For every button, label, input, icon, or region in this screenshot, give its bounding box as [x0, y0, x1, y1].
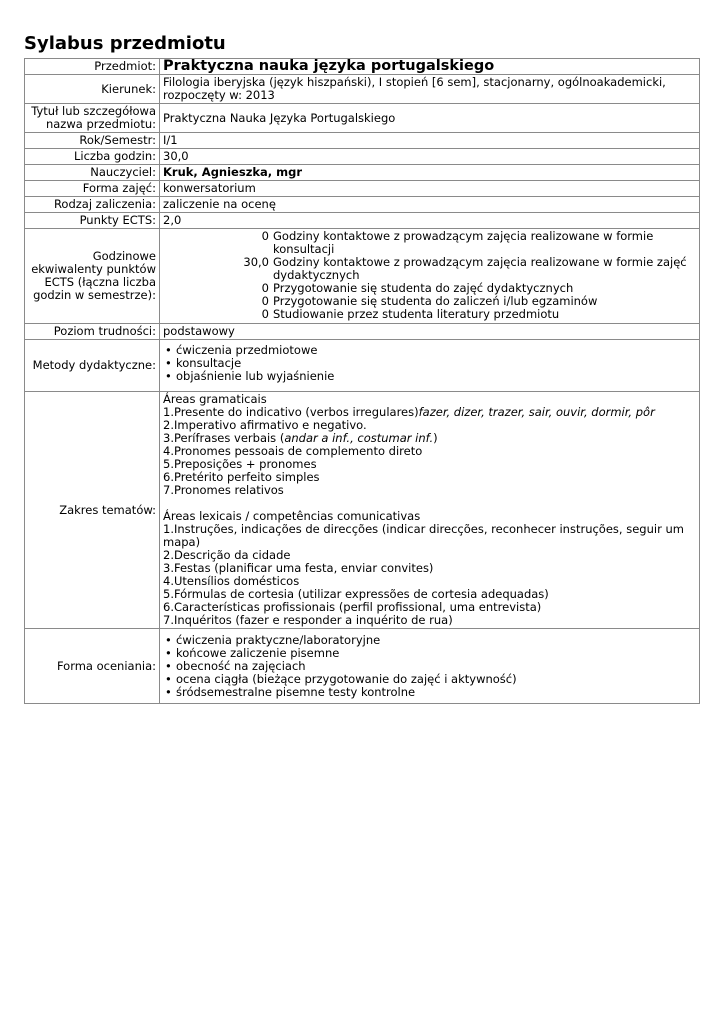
label-metody: Metody dydaktyczne: — [25, 340, 160, 392]
list-item: • ćwiczenia praktyczne/laboratoryjne — [163, 634, 696, 647]
ects-hours-row: 0 Przygotowanie się studenta do zajęć dydaktycznych — [261, 281, 574, 295]
value-poziom: podstawowy — [160, 324, 700, 340]
gram-item: 4.Pronomes pessoais de complemento direto — [163, 444, 423, 458]
row-kierunek — [25, 75, 700, 104]
value-tytul: Praktyczna Nauka Języka Portugalskiego — [160, 104, 700, 133]
gram-item: 2.Imperativo afirmativo e negativo. — [163, 418, 367, 432]
list-item: • ćwiczenia przedmiotowe — [163, 344, 696, 357]
ects-hours-row: 0 Studiowanie przez studenta literatury przedmiotu — [261, 307, 560, 321]
label-zakres: Zakres tematów: — [25, 392, 160, 629]
row-metody — [25, 340, 700, 392]
label-godzinowe: Godzinowe ekwiwalenty punktów ECTS (łączna liczba godzin w semestrze): — [25, 229, 160, 324]
value-rodzaj: zaliczenie na ocenę — [160, 197, 700, 213]
row-godziny — [25, 149, 700, 165]
value-oceniania — [160, 629, 700, 704]
row-forma-zajec — [25, 181, 700, 197]
value-kierunek: Filologia iberyjska (język hiszpański), I stopień [6 sem], stacjonarny, ogólnoakademicki, rozpoczęty w: 2013 — [160, 75, 700, 104]
page-title: Sylabus przedmiotu — [24, 33, 226, 54]
metody-list — [163, 344, 696, 383]
list-item: • końcowe zaliczenie pisemne — [163, 647, 696, 660]
row-przedmiot — [25, 59, 700, 75]
ects-hours-row: 0 Godziny kontaktowe z prowadzącym zajęcia realizowane w formie konsultacji — [261, 229, 654, 256]
value-godziny: 30,0 — [160, 149, 700, 165]
label-rok: Rok/Semestr: — [25, 133, 160, 149]
row-rodzaj — [25, 197, 700, 213]
lex-item: 4.Utensílios domésticos — [163, 574, 300, 588]
lex-heading: Áreas lexicais / competências comunicativas — [163, 509, 421, 523]
list-item: • obecność na zajęciach — [163, 660, 696, 673]
label-godziny: Liczba godzin: — [25, 149, 160, 165]
value-rok: I/1 — [160, 133, 700, 149]
list-item: • śródsemestralne pisemne testy kontrolne — [163, 686, 696, 699]
row-oceniania — [25, 629, 700, 704]
label-forma-zajec: Forma zajęć: — [25, 181, 160, 197]
lex-item: 1.Instruções, indicações de direcções (indicar direcções, reconhecer instruções, seguir um mapa) — [163, 522, 684, 549]
list-item: • konsultacje — [163, 357, 696, 370]
label-przedmiot: Przedmiot: — [25, 59, 160, 75]
gram-item: 6.Pretérito perfeito simples — [163, 470, 320, 484]
oceniania-list — [163, 634, 696, 699]
row-ects — [25, 213, 700, 229]
label-nauczyciel: Nauczyciel: — [25, 165, 160, 181]
list-item: • objaśnienie lub wyjaśnienie — [163, 370, 696, 383]
list-item: • ocena ciągła (bieżące przygotowanie do zajęć i aktywność) — [163, 673, 696, 686]
label-poziom: Poziom trudności: — [25, 324, 160, 340]
lex-item: 6.Características profissionais (perfil profissional, uma entrevista) — [163, 600, 542, 614]
value-godzinowe — [160, 229, 700, 324]
gram-item: 7.Pronomes relativos — [163, 483, 284, 497]
row-rok — [25, 133, 700, 149]
value-przedmiot: Praktyczna nauka języka portugalskiego — [160, 59, 700, 75]
value-nauczyciel: Kruk, Agnieszka, mgr — [160, 165, 700, 181]
row-godzinowe — [25, 229, 700, 324]
value-metody — [160, 340, 700, 392]
lex-item: 3.Festas (planificar uma festa, enviar convites) — [163, 561, 434, 575]
row-poziom — [25, 324, 700, 340]
value-forma-zajec: konwersatorium — [160, 181, 700, 197]
label-ects: Punkty ECTS: — [25, 213, 160, 229]
syllabus-table — [24, 58, 700, 704]
ects-hours-row: 0 Przygotowanie się studenta do zaliczeń i/lub egzaminów — [261, 294, 598, 308]
lex-item: 7.Inquéritos (fazer e responder a inquérito de rua) — [163, 613, 453, 627]
value-ects: 2,0 — [160, 213, 700, 229]
gram-heading: Áreas gramaticais — [163, 392, 267, 406]
label-rodzaj: Rodzaj zaliczenia: — [25, 197, 160, 213]
label-oceniania: Forma oceniania: — [25, 629, 160, 704]
lex-item: 5.Fórmulas de cortesia (utilizar expressões de cortesia adequadas) — [163, 587, 549, 601]
row-nauczyciel — [25, 165, 700, 181]
ects-hours-row: 30,0 Godziny kontaktowe z prowadzącym zajęcia realizowane w formie zajęć dydaktycznych — [243, 255, 687, 282]
gram-item: 5.Preposições + pronomes — [163, 457, 317, 471]
gram-item: 1.Presente do indicativo (verbos irregulares)fazer, dizer, trazer, sair, ouvir, dormir, pôr — [163, 405, 655, 419]
gram-item: 3.Perífrases verbais (andar a inf., costumar inf.) — [163, 431, 438, 445]
lex-item: 2.Descrição da cidade — [163, 548, 291, 562]
label-kierunek: Kierunek: — [25, 75, 160, 104]
row-tytul — [25, 104, 700, 133]
value-zakres — [160, 392, 700, 629]
row-zakres — [25, 392, 700, 629]
label-tytul: Tytuł lub szczegółowa nazwa przedmiotu: — [25, 104, 160, 133]
